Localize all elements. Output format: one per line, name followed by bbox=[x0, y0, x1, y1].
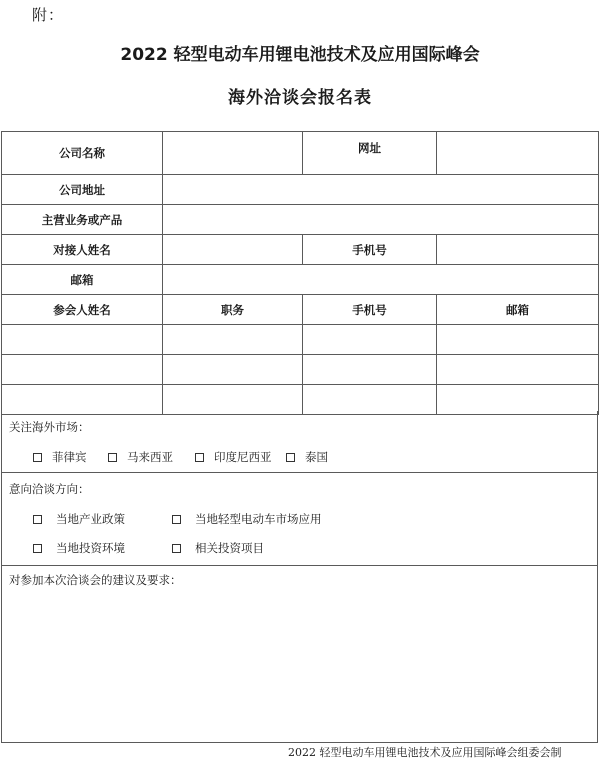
email-field[interactable] bbox=[163, 265, 599, 295]
option-label: 印度尼西亚 bbox=[214, 450, 272, 464]
document-title: 2022 轻型电动车用锂电池技术及应用国际峰会 bbox=[120, 45, 480, 65]
label-website: 网址 bbox=[303, 132, 437, 175]
attendee-position-field[interactable] bbox=[163, 385, 303, 415]
label-main-business: 主营业务或产品 bbox=[2, 205, 163, 235]
market-option-malaysia[interactable] bbox=[108, 449, 173, 465]
row-company-name bbox=[2, 132, 599, 175]
row-main-business bbox=[2, 205, 599, 235]
directions-section bbox=[1, 473, 598, 566]
contact-phone-field[interactable] bbox=[437, 235, 599, 265]
option-label: 当地轻型电动车市场应用 bbox=[195, 512, 322, 526]
label-contact-phone: 手机号 bbox=[303, 235, 437, 265]
row-email bbox=[2, 265, 599, 295]
header-email: 邮箱 bbox=[437, 295, 599, 325]
checkbox-icon[interactable] bbox=[172, 544, 181, 553]
appendix-label: 附： bbox=[32, 6, 65, 24]
markets-title: 关注海外市场： bbox=[9, 420, 90, 434]
direction-option-investment-projects[interactable] bbox=[172, 540, 264, 556]
attendee-position-field[interactable] bbox=[163, 355, 303, 385]
attendee-email-field[interactable] bbox=[437, 355, 599, 385]
direction-option-investment-environment[interactable] bbox=[33, 540, 125, 556]
direction-option-market-application[interactable] bbox=[172, 511, 322, 527]
checkbox-icon[interactable] bbox=[195, 453, 204, 462]
suggestions-title: 对参加本次洽谈会的建议及要求： bbox=[9, 573, 182, 587]
label-contact-name: 对接人姓名 bbox=[2, 235, 163, 265]
attendee-position-field[interactable] bbox=[163, 325, 303, 355]
option-label: 菲律宾 bbox=[52, 450, 87, 464]
website-field[interactable] bbox=[437, 132, 599, 175]
company-address-field[interactable] bbox=[163, 175, 599, 205]
attendee-name-field[interactable] bbox=[2, 385, 163, 415]
attendee-name-field[interactable] bbox=[2, 355, 163, 385]
header-phone: 手机号 bbox=[303, 295, 437, 325]
footer-organizer: 2022 轻型电动车用锂电池技术及应用国际峰会组委会制 bbox=[288, 746, 562, 759]
attendee-phone-field[interactable] bbox=[303, 325, 437, 355]
document-subtitle: 海外洽谈会报名表 bbox=[228, 88, 372, 108]
attendee-row bbox=[2, 355, 599, 385]
checkbox-icon[interactable] bbox=[108, 453, 117, 462]
option-label: 当地投资环境 bbox=[56, 541, 125, 555]
option-label: 马来西亚 bbox=[127, 450, 173, 464]
attendee-email-field[interactable] bbox=[437, 385, 599, 415]
header-position: 职务 bbox=[163, 295, 303, 325]
option-label: 当地产业政策 bbox=[56, 512, 125, 526]
attendee-name-field[interactable] bbox=[2, 325, 163, 355]
company-name-field[interactable] bbox=[163, 132, 303, 175]
market-option-thailand[interactable] bbox=[286, 449, 328, 465]
checkbox-icon[interactable] bbox=[286, 453, 295, 462]
option-label: 泰国 bbox=[305, 450, 328, 464]
market-option-philippines[interactable] bbox=[33, 449, 87, 465]
label-email: 邮箱 bbox=[2, 265, 163, 295]
row-company-address bbox=[2, 175, 599, 205]
attendee-row bbox=[2, 325, 599, 355]
label-company-name: 公司名称 bbox=[2, 132, 163, 175]
checkbox-icon[interactable] bbox=[33, 515, 42, 524]
checkbox-icon[interactable] bbox=[33, 453, 42, 462]
option-label: 相关投资项目 bbox=[195, 541, 264, 555]
label-company-address: 公司地址 bbox=[2, 175, 163, 205]
header-attendee-name: 参会人姓名 bbox=[2, 295, 163, 325]
row-contact bbox=[2, 235, 599, 265]
markets-section bbox=[1, 411, 598, 473]
main-business-field[interactable] bbox=[163, 205, 599, 235]
contact-name-field[interactable] bbox=[163, 235, 303, 265]
directions-title: 意向洽谈方向： bbox=[9, 482, 90, 496]
direction-option-industry-policy[interactable] bbox=[33, 511, 125, 527]
checkbox-icon[interactable] bbox=[172, 515, 181, 524]
attendee-email-field[interactable] bbox=[437, 325, 599, 355]
attendee-row bbox=[2, 385, 599, 415]
registration-table bbox=[1, 131, 599, 415]
checkbox-icon[interactable] bbox=[33, 544, 42, 553]
attendee-phone-field[interactable] bbox=[303, 355, 437, 385]
market-option-indonesia[interactable] bbox=[195, 449, 272, 465]
attendee-phone-field[interactable] bbox=[303, 385, 437, 415]
suggestions-section[interactable] bbox=[1, 566, 598, 743]
attendee-header-row bbox=[2, 295, 599, 325]
